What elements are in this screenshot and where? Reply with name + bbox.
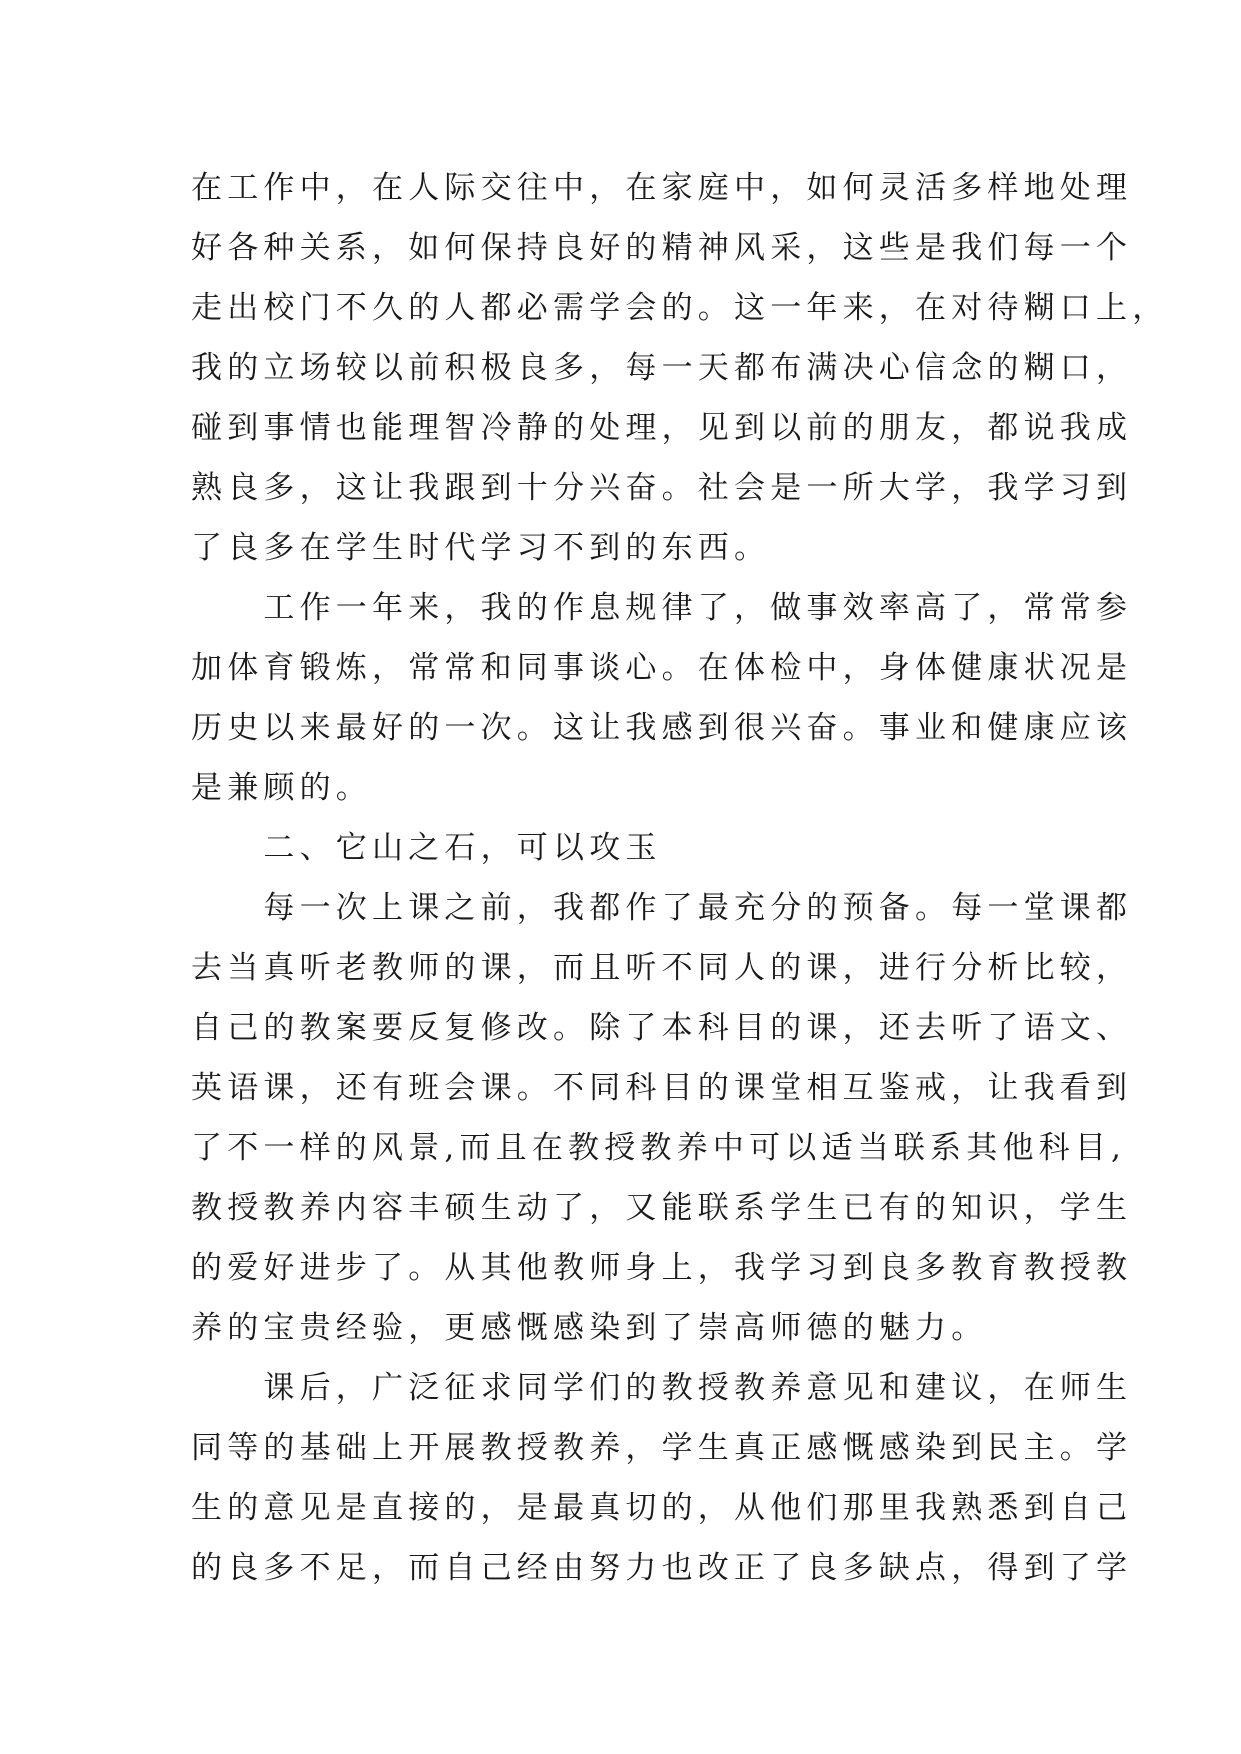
section-heading: 二、它山之石，可以攻玉 <box>191 830 662 866</box>
text-line: 课后，广泛征求同学们的教授教养意见和建议，在师生 <box>191 1370 1133 1406</box>
text-line: 碰到事情也能理智冷静的处理，见到以前的朋友，都说我成 <box>191 410 1133 446</box>
text-line: 自己的教案要反复修改。除了本科目的课，还去听了语文、 <box>191 1010 1133 1046</box>
text-line: 加体育锻炼，常常和同事谈心。在体检中，身体健康状况是 <box>191 650 1133 686</box>
text-line: 去当真听老教师的课，而且听不同人的课，进行分析比较， <box>191 950 1133 986</box>
text-line: 生的意见是直接的，是最真切的，从他们那里我熟悉到自己 <box>191 1490 1133 1526</box>
text-line: 同等的基础上开展教授教养，学生真正感慨感染到民主。学 <box>191 1430 1133 1466</box>
text-line: 走出校门不久的人都必需学会的。这一年来，在对待糊口上， <box>191 290 1169 326</box>
text-line: 在工作中，在人际交往中，在家庭中，如何灵活多样地处理 <box>191 170 1133 206</box>
text-line: 历史以来最好的一次。这让我感到很兴奋。事业和健康应该 <box>191 710 1133 746</box>
text-line: 教授教养内容丰硕生动了，又能联系学生已有的知识，学生 <box>191 1190 1133 1226</box>
text-line: 是兼顾的。 <box>191 770 372 806</box>
text-line: 了良多在学生时代学习不到的东西。 <box>191 530 771 566</box>
text-line: 熟良多，这让我跟到十分兴奋。社会是一所大学，我学习到 <box>191 470 1133 506</box>
text-line: 好各种关系，如何保持良好的精神风采，这些是我们每一个 <box>191 230 1133 266</box>
text-line: 了不一样的风景,而且在教授教养中可以适当联系其他科目, <box>191 1130 1127 1166</box>
text-line: 的爱好进步了。从其他教师身上，我学习到良多教育教授教 <box>191 1250 1133 1286</box>
text-line: 英语课，还有班会课。不同科目的课堂相互鉴戒，让我看到 <box>191 1070 1133 1106</box>
text-line: 我的立场较以前积极良多，每一天都布满决心信念的糊口， <box>191 350 1133 386</box>
text-line: 工作一年来，我的作息规律了，做事效率高了，常常参 <box>191 590 1133 626</box>
document-body <box>191 158 1169 1598</box>
text-line: 养的宝贵经验，更感慨感染到了崇高师德的魅力。 <box>191 1310 988 1346</box>
text-line: 每一次上课之前，我都作了最充分的预备。每一堂课都 <box>191 890 1133 926</box>
text-line: 的良多不足，而自己经由努力也改正了良多缺点，得到了学 <box>191 1550 1133 1586</box>
